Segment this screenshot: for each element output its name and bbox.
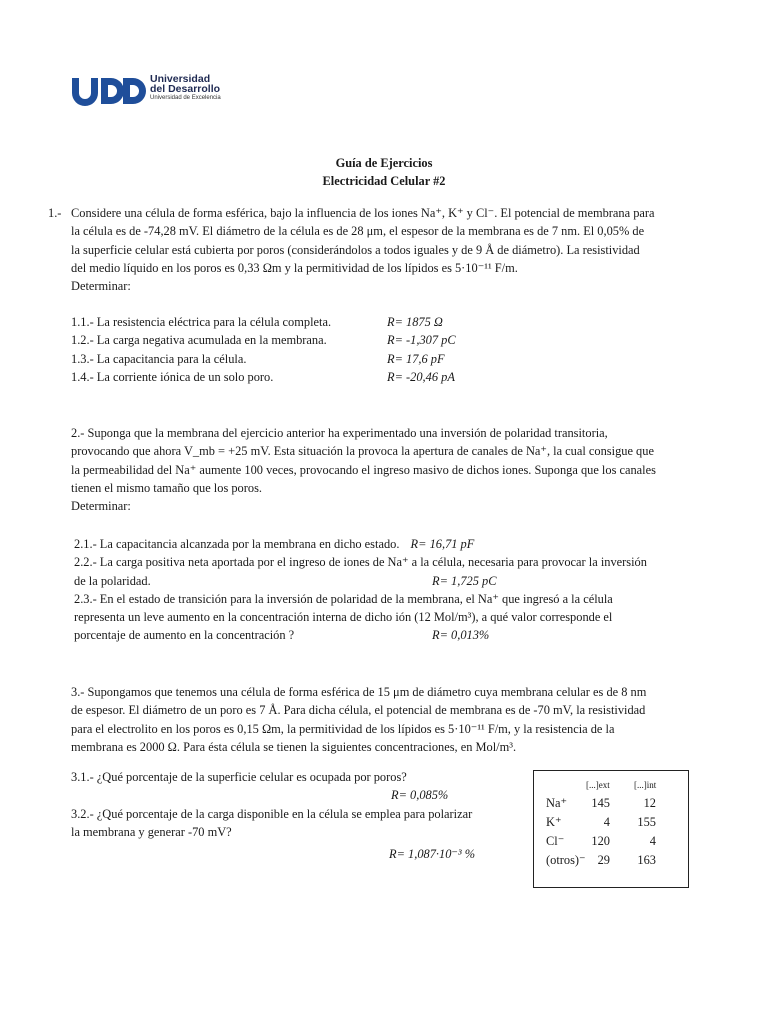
item-text: 1.2.- La carga negativa acumulada en la membrana.: [71, 333, 327, 348]
table-row: [534, 794, 688, 812]
item-1-1: [71, 313, 671, 331]
answer: R= -1,307 pC: [387, 333, 456, 348]
item-2-2-line1: 2.2.- La carga positiva neta aportada por el ingreso de iones de Na⁺ a la célula, necesaria para provocar la inversión: [74, 555, 647, 570]
q-3-1: 3.1.- ¿Qué porcentaje de la superficie celular es ocupada por poros?: [71, 770, 407, 784]
item-2-3-line3: [74, 626, 697, 644]
ext: 145: [591, 796, 610, 810]
answer: R= 17,6 pF: [387, 351, 445, 366]
item-text: porcentaje de aumento en la concentración ?: [74, 628, 295, 643]
ex2-line: 2.- Suponga que la membrana del ejercicio anterior ha experimentado una inversión de polaridad transitoria,: [71, 426, 608, 440]
item-text: 1.3.- La capacitancia para la célula.: [71, 351, 247, 366]
q-3-1-answer: R= 0,085%: [391, 788, 449, 803]
ex2-determinar: Determinar:: [71, 499, 131, 514]
ex1-line: Considere una célula de forma esférica, bajo la influencia de los iones Na⁺, K⁺ y Cl⁻. El potencial de membrana para: [71, 206, 655, 220]
logo-line1: Universidad: [150, 73, 211, 85]
item-text: 2.1.- La capacitancia alcanzada por la membrana en dicho estado.: [74, 537, 400, 551]
ex1-line: la superficie celular está cubierta por poros (considerándolos a todos iguales y de 9 Å de diámetro). La resistividad: [71, 242, 640, 257]
int: 4: [649, 834, 656, 848]
table-row: [534, 813, 688, 831]
answer: R= 1875 Ω: [387, 315, 443, 329]
title-line1: Guía de Ejercicios: [335, 156, 433, 170]
ion: (otros)⁻: [546, 853, 586, 867]
item-text: 1.1.- La resistencia eléctrica para la célula completa.: [71, 315, 332, 329]
concentration-table: [533, 770, 689, 888]
udd-logo-icon: [70, 76, 146, 106]
q-3-2-line2: la membrana y generar -70 mV?: [71, 824, 232, 839]
table-row: [534, 851, 688, 869]
page-title: [0, 154, 768, 191]
item-2-1: [74, 535, 697, 553]
item-text: de la polaridad.: [74, 573, 151, 588]
item-2-3-line2: representa un leve aumento en la concentración interna de dicho ión (12 Mol/m³), a qué valor corresponde el: [74, 610, 613, 625]
item-1-4: [71, 368, 671, 386]
ex2-line: tienen el mismo tamaño que los poros.: [71, 480, 262, 495]
answer: R= 1,725 pC: [432, 573, 497, 588]
ex3-line: 3.- Supongamos que tenemos una célula de forma esférica de 15 μm de diámetro cuya membrana celular es de 8 nm: [71, 685, 647, 699]
ext: 4: [603, 815, 610, 829]
q-3-2-line1: 3.2.- ¿Qué porcentaje de la carga disponible en la célula se emplea para polarizar: [71, 806, 473, 821]
exercise3-questions: [71, 768, 511, 863]
answer: R= 0,013%: [432, 628, 490, 643]
exercise2-statement: [71, 424, 697, 515]
int: 12: [643, 796, 656, 810]
exercise2-items: [74, 535, 697, 645]
ex3-line: de espesor. El diámetro de un poro es 7 Å. Para dicha célula, el potencial de membrana es de -70 mV, la resistividad: [71, 703, 646, 718]
exercise1-number: 1.-: [48, 206, 62, 220]
logo-line2: del Desarrollo: [150, 83, 221, 95]
title-line2: Electricidad Celular #2: [322, 174, 446, 189]
ex3-line: membrana es 2000 Ω. Para ésta célula se tienen la siguientes concentraciones, en Mol/m³.: [71, 739, 517, 754]
item-1-3: [71, 350, 671, 368]
header-ext: [...]ext: [586, 780, 610, 790]
logo-line3: Universidad de Excelencia: [150, 95, 221, 101]
int: 163: [637, 853, 656, 867]
exercise3-statement: [71, 683, 697, 756]
q-3-2-answer: R= 1,087·10⁻³ %: [389, 847, 476, 862]
ex1-line: la célula es de -74,28 mV. El diámetro de la célula es de 28 μm, el espesor de la membrana es de 7 nm. El 0,05% de: [71, 224, 645, 239]
ex2-line: provocando que ahora V_mb = +25 mV. Esta situación la provoca la apertura de canales de Na⁺, la cual consigue que: [71, 444, 654, 459]
ex2-line: la permeabilidad del Na⁺ aumente 100 veces, provocando el ingreso masivo de dichos iones. Suponga que los canales: [71, 462, 656, 477]
ion: K⁺: [546, 815, 562, 829]
ext: 29: [597, 853, 610, 867]
table-header: [534, 776, 688, 794]
ion: Na⁺: [546, 796, 567, 810]
exercise1-items: [71, 313, 671, 386]
item-2-2-line2: [74, 572, 697, 590]
exercise1-statement: [71, 204, 697, 295]
ex1-determinar: Determinar:: [71, 279, 131, 294]
ex1-line: del medio líquido en los poros es 0,33 Ωm y la permitividad de los lípidos es 5·10⁻¹¹ F/m.: [71, 260, 518, 275]
answer: R= -20,46 pA: [387, 369, 455, 384]
int: 155: [637, 815, 656, 829]
item-2-3-line1: 2.3.- En el estado de transición para la inversión de polaridad de la membrana, el Na⁺ que ingresó a la célula: [74, 591, 613, 606]
university-logo: [70, 74, 230, 108]
ext: 120: [591, 834, 610, 848]
ion: Cl⁻: [546, 834, 565, 848]
answer: R= 16,71 pF: [410, 537, 475, 551]
item-1-2: [71, 331, 671, 349]
ex3-line: para el electrolito en los poros es 0,15 Ωm, la permitividad de los lípidos es 5·10⁻¹¹ F/m, y la resistencia de la: [71, 721, 615, 736]
table-row: [534, 832, 688, 850]
header-int: [...]int: [634, 780, 657, 790]
item-text: 1.4.- La corriente iónica de un solo poro.: [71, 369, 274, 384]
